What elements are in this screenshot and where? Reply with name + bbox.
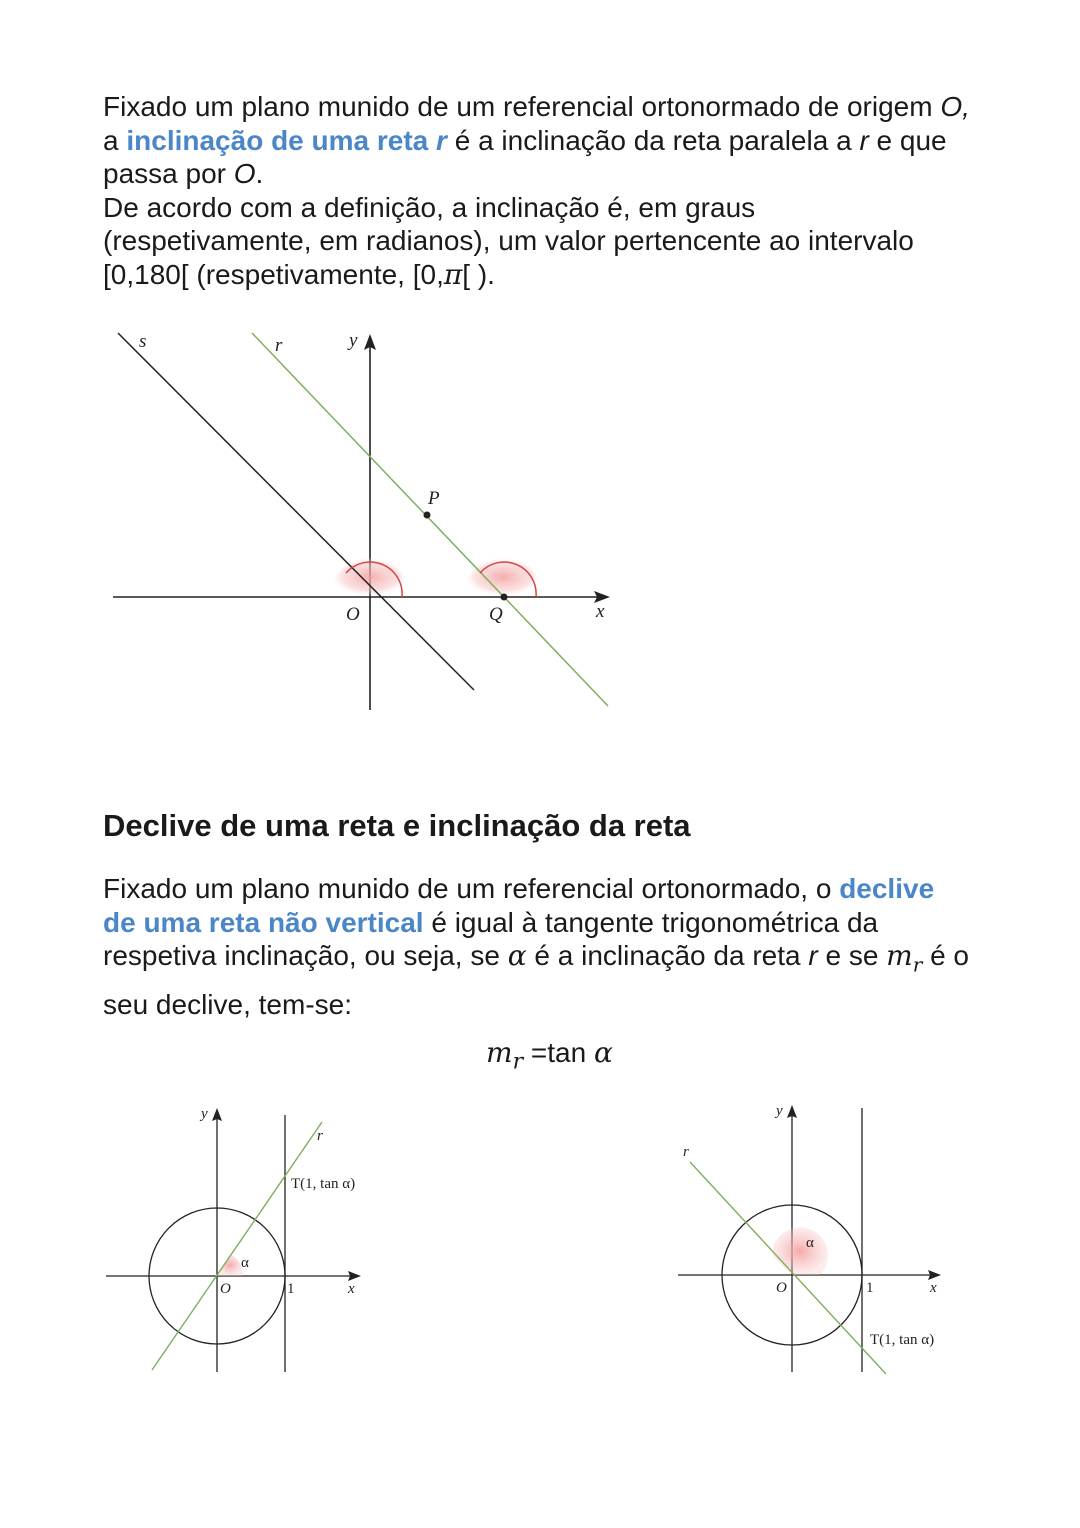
label-o: O (346, 604, 360, 625)
highlight-inclinacao: inclinação de uma reta r (126, 124, 447, 156)
label-x: x (596, 601, 605, 622)
label-one: 1 (866, 1280, 874, 1296)
intro-line-3: passa por O. (103, 158, 264, 189)
declive-line-3: respetiva inclinação, ou seja, se α é a inclinação da reta r e se $m_r$ é o (103, 939, 969, 977)
intro-line-1: Fixado um plano munido de um referencial ortonormado de origem O, (103, 91, 970, 122)
label-r: r (683, 1144, 689, 1160)
declive-line-2: de uma reta não vertical é igual à tangente trigonométrica da (103, 906, 879, 938)
intro-line-2: a inclinação de uma reta r é a inclinação da reta paralela a r e que (103, 124, 947, 156)
label-alpha: α (241, 1255, 249, 1271)
label-o: O (776, 1280, 787, 1296)
angle-sector (772, 1227, 828, 1275)
intro-line-6: [0,180[ (respetivamente, [0,π[ ). (103, 257, 495, 291)
label-x: x (930, 1280, 937, 1296)
declive-line-4: seu declive, tem-se: (103, 989, 352, 1021)
label-q: Q (489, 604, 503, 625)
section-heading: Declive de uma reta e inclinação da reta (103, 808, 691, 843)
label-x: x (348, 1281, 355, 1297)
label-t: T(1, tan α) (870, 1332, 935, 1348)
label-y: y (776, 1103, 783, 1119)
label-r: r (275, 335, 283, 356)
intro-line-4: De acordo com a definição, a inclinação é, em graus (103, 191, 756, 223)
label-y: y (201, 1106, 208, 1122)
label-t: T(1, tan α) (291, 1176, 356, 1192)
label-o: O (220, 1281, 231, 1297)
slope-formula: $m_r =\tan$ α (486, 1036, 613, 1075)
intro-line-5: (respetivamente, em radianos), um valor pertencente ao intervalo (103, 225, 914, 256)
label-y: y (349, 330, 358, 351)
line-r (690, 1162, 886, 1374)
label-s: s (139, 331, 147, 352)
label-alpha: α (806, 1235, 814, 1251)
label-one: 1 (287, 1281, 295, 1297)
label-r: r (317, 1128, 323, 1144)
declive-line-1: Fixado um plano munido de um referencial ortonormado, o declive (103, 873, 935, 904)
label-p: P (428, 488, 440, 509)
